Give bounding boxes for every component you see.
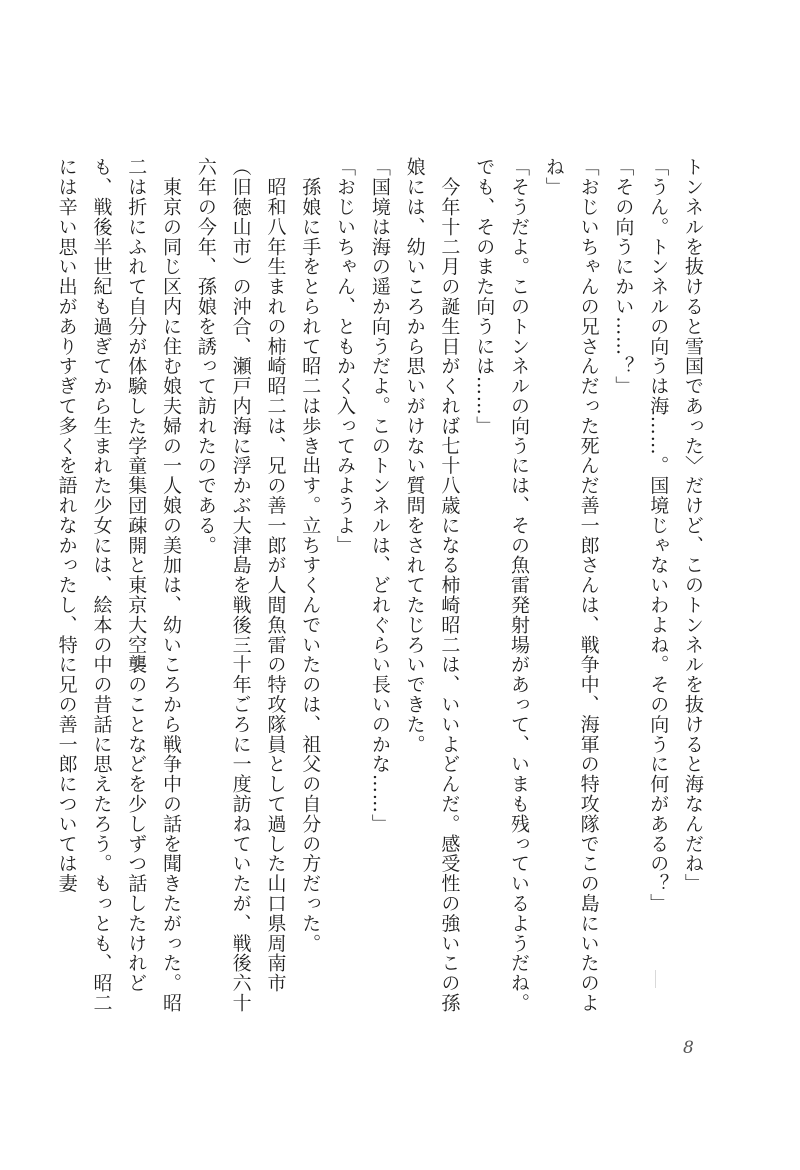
paragraph: 孫娘に手をとられて昭二は歩き出す。立ちすくんでいたのは、祖父の自分の方だった。 <box>299 157 322 953</box>
paragraph: トンネルを抜けると雪国であった〉だけど、このトンネルを抜けると海なんだね」 <box>682 157 704 894</box>
paragraph: 「うん。トンネルの向うは海……。国境じゃないわよね。その向うに何があるの？」 <box>647 157 670 914</box>
paragraph: 今年十二月の誕生日がくれば七十八歳になる柿崎昭二は、いいよどんだ。感受性の強いこの孫娘には、幼いころから思いがけない質問をされてたじろいできた。 <box>403 157 461 1013</box>
paragraph: 「その向うにかい……？」 <box>612 157 635 396</box>
paragraph: 「国境は海の遥か向うだよ。このトンネルは、どれぐらい長いのかな……」 <box>368 157 391 834</box>
paragraph: 昭和八年生まれの柿崎昭二は、兄の善一郎が人間魚雷の特攻隊員として過した山口県周南市（旧徳山市）の沖合、瀬戸内海に浮かぶ大津島を戦後三十年ごろに一度訪ねていたが、戦後六十六年の今年、孫娘を誘って訪れたのである。 <box>194 157 287 1013</box>
page-number: 8 <box>683 1038 694 1058</box>
paragraph: 東京の同じ区内に住む娘夫婦の一人娘の美加は、幼いころから戦争中の話を聞きたがった。昭二は折にふれて自分が体験した学童集団疎開と東京大空襲のことなどを少しずつ話したけれども、戦後半世紀も過ぎてから生まれた少女には、絵本の中の昔話に思えたろう。もっとも、昭二には辛い思い出がありすぎて多くを語れなかったし、特に兄の善一郎については妻 <box>55 157 183 1013</box>
paragraph: 「そうだよ。このトンネルの向うには、その魚雷発射場があって、いまも残っているようだね。でも、そのまた向うには……」 <box>473 157 531 1013</box>
scan-speck <box>655 970 656 988</box>
paragraph: 「おじいちゃんの兄さんだった死んだ善一郎さんは、戦争中、海軍の特攻隊でこの島にいたのよね」 <box>542 157 600 1013</box>
paragraph: 「おじいちゃん、ともかく入ってみようよ」 <box>334 157 357 555</box>
vertical-text-body <box>55 157 710 1017</box>
